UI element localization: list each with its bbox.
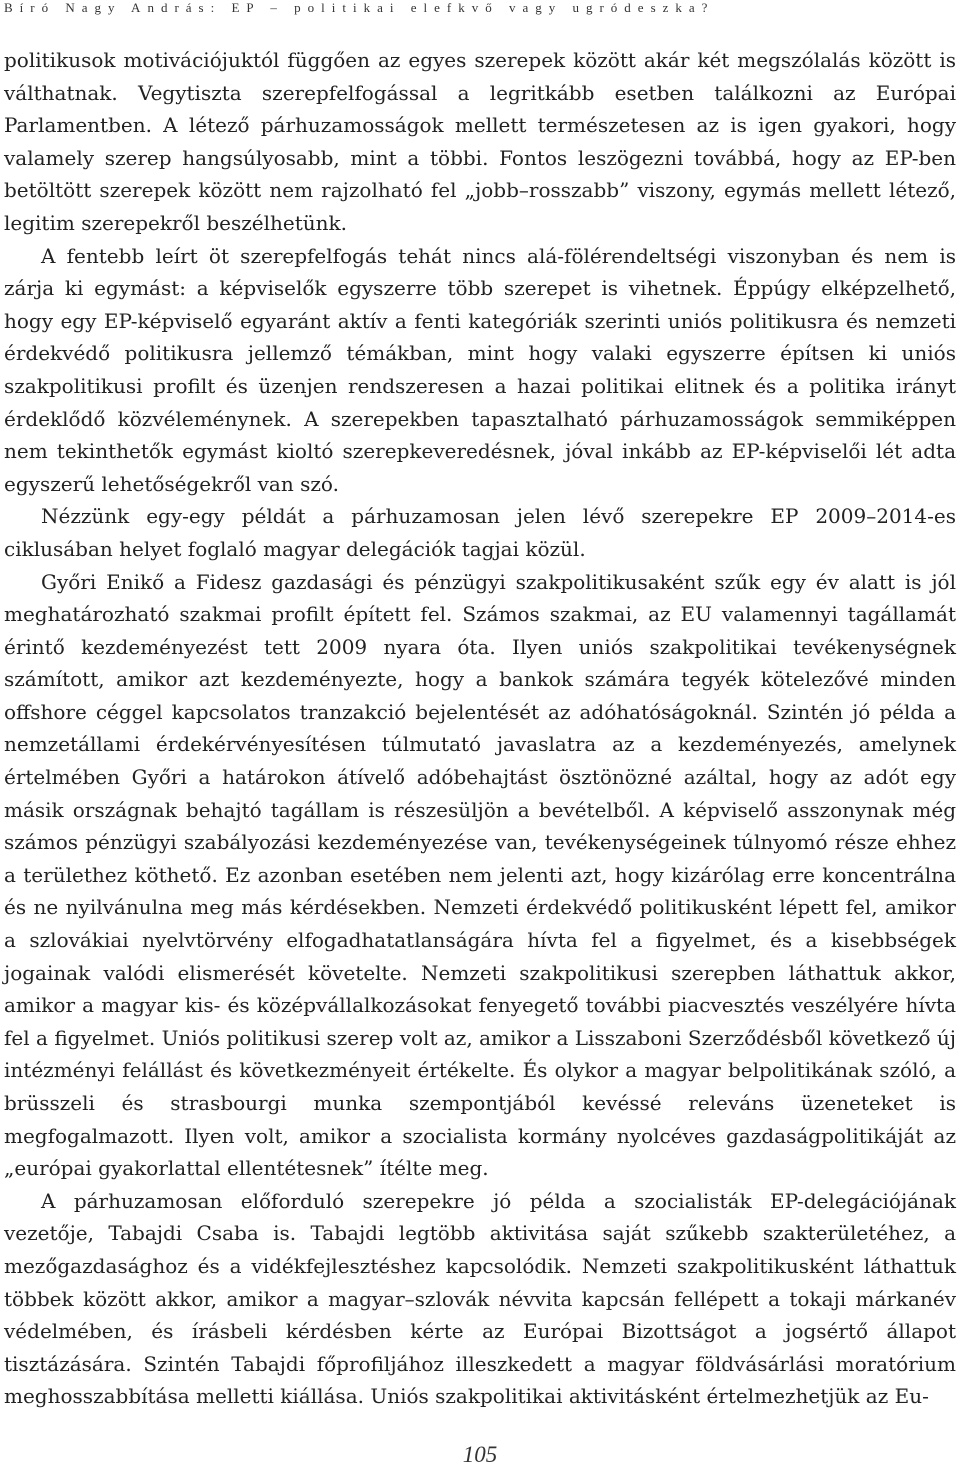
paragraph-gyori: Győri Enikő a Fidesz gazdasági és pénzügyi szakpolitikusaként szűk egy év alatt is jól meghatározható szakmai profilt épített fel. Számos szakmai, az EU valamennyi tagállamát érintő kezdeményezést tett 2009 nyara óta. Ilyen uniós szakpolitikai tevékenységnek számított, amikor azt kezdeményezte, hogy a bankok számára tegyék kötelezővé minden offshore céggel kapcsolatos tranzakció bejelentését az adóhatóságoknál. Szintén jó példa a nemzetállami érdekérvényesítésen túlmutató javaslatra az a kezdeményezés, amelynek értelmében Győri a határokon átívelő adóbehajtást ösztönözné azáltal, hogy az adót egy másik országnak behajtó tagállam is részesüljön a bevételből. A képviselő asszonynak még számos pénzügyi szabályozási kezdeményezése van, tevékenységeinek túlnyomó része ehhez a területhez köthető. Ez azonban esetében nem jelenti azt, hogy kizárólag erre koncentrálna és ne nyilvánulna meg más kérdésekben. Nemzeti érdekvédő politikusként lépett fel, amikor a szlovákiai nyelvtörvény elfogadhatatlanságára hívta fel a figyelmet, és a kisebbségek jogainak valódi elismerését követelte. Nemzeti szakpolitikusi szerepben láthattuk akkor, amikor a magyar kis- és középvállalkozásokat fenyegető további piacvesztés veszélyére hívta fel a figyelmet. Uniós politikusi szerep volt az, amikor a Lisszaboni Szerződésből következő új intézményi felállást és következményeit értékelte. És olykor a magyar belpolitikának szóló, a brüsszeli és strasbourgi munka szempontjából kevéssé releváns üzeneteket is megfogalmazott. Ilyen volt, amikor a szocialista kormány nyolcéves gazdaságpolitikáját az „európai gyakorlattal ellentétesnek” ítélte meg. bbox=[4, 569, 956, 1181]
page-number: 105 bbox=[462, 1442, 498, 1467]
paragraph-roles-parallel: A fentebb leírt öt szerepfelfogás tehát nincs alá-fölérendeltségi viszonyban és nem is zárja ki egymást: a képviselők egyszerre több szerepet is vihetnek. Éppúgy elképzelhető, hogy egy EP-képviselő egyaránt aktív a fenti kategóriák szerinti uniós politikusra és nemzeti érdekvédő politikusra jellemző témákban, mint hogy valaki egyszerre építsen ki uniós szakpolitikusi profilt és üzenjen rendszeresen a hazai politikai elitnek és a politika irányt érdeklődő közvéleménynek. A szerepekben tapasztalható párhuzamosságok semmiképpen nem tekinthetők egymást kioltó szerepkeveredésnek, jóval inkább az EP-képviselői lét adta egyszerű lehetőségekről van szó. bbox=[4, 243, 956, 496]
paragraph-continuation: politikusok motivációjuktól függően az egyes szerepek között akár két megszólalás között is válthatnak. Vegytiszta szerepfelfogással a legritkább esetben találkozni az Európai Parlamentben. A létező párhuzamosságok mellett természetesen az is igen gyakori, hogy valamely szerep hangsúlyosabb, mint a többi. Fontos leszögezni továbbá, hogy az EP-ben betöltött szerepek között nem rajzolható fel „jobb–rosszabb” viszony, egymás mellett létező, legitim szerepekről beszélhetünk. bbox=[4, 48, 956, 235]
body-text bbox=[4, 44, 956, 1413]
paragraph-examples-intro: Nézzünk egy-egy példát a párhuzamosan jelen lévő szerepekre EP 2009–2014-es ciklusában helyet foglaló magyar delegációk tagjai közül. bbox=[4, 504, 956, 561]
running-head: Bíró Nagy András: EP – politikai elefkvő vagy ugródeszka? bbox=[4, 0, 715, 15]
paragraph-tabajdi: A párhuzamosan előforduló szerepekre jó példa a szocialisták EP-delegációjának vezetője, Tabajdi Csaba is. Tabajdi legtöbb aktivitása saját szűkebb szakterületéhez, a mezőgazdasághoz és a vidékfejlesztéshez kapcsolódik. Nemzeti szakpolitikusként láthattuk többek között akkor, amikor a magyar–szlovák névvita kapcsán fellépett a tokaji márkanév védelmében, és írásbeli kérdésben kérte az Európai Bizottságot a jogsértő állapot tisztázására. Szintén Tabajdi főprofiljához illeszkedett a magyar földvásárlási moratórium meghosszabbítása melletti kiállása. Uniós szakpolitikai aktivitásként értelmezhetjük az Eu- bbox=[4, 1188, 956, 1409]
